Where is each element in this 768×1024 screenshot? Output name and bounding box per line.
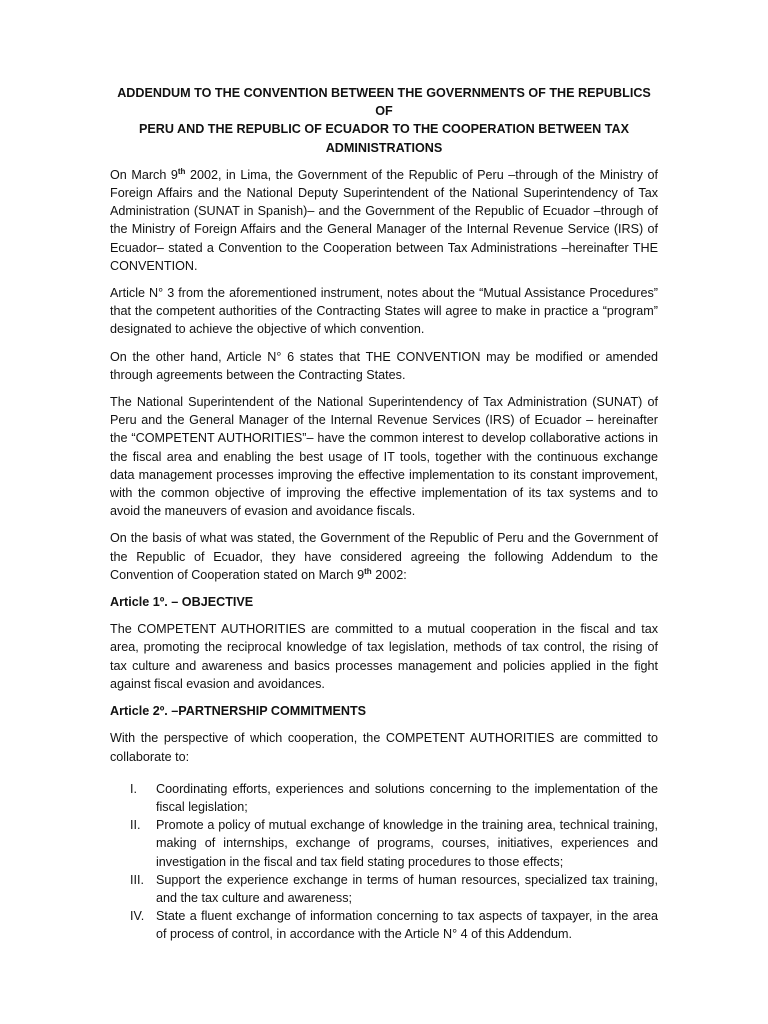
authorities-paragraph: The National Superintendent of the National Superintendency of Tax Administration (SUNAT) of Peru and the General Manager of the Internal Revenue Services (IRS) of Ecuador – hereinafter the “COMPETENT AUTHORITIES”– have the common interest to develop collaborative actions in the fiscal area and enabling the best usage of IT tools, together with the continuous exchange data management processes improving the effective implementation to its constant improvement, with the common objective of improving the effective implementation of its tax systems and to avoid the maneuvers of evasion and avoidance fiscals. xyxy=(110,395,658,519)
ordinal-suffix: th xyxy=(364,566,372,576)
list-item-text: Coordinating efforts, experiences and solutions concerning to the implementation of the fiscal legislation; xyxy=(156,781,658,814)
list-item xyxy=(110,780,658,816)
article1-heading: Article 1º. – OBJECTIVE xyxy=(110,595,254,610)
list-item xyxy=(110,907,658,943)
title-line: PERU AND THE REPUBLIC OF ECUADOR TO THE COOPERATION BETWEEN TAX xyxy=(138,122,629,137)
article2-intro: With the perspective of which cooperation, the COMPETENT AUTHORITIES are committed to collaborate to: xyxy=(110,731,658,764)
paragraph-text: On the basis of what was stated, the Government of the Republic of Peru and the Government of the Republic of Ecuador, they have considered agreeing the following Addendum to the Convention of Cooperation stated on March 9 xyxy=(110,531,658,582)
intro-paragraph xyxy=(110,166,658,275)
article6-paragraph: On the other hand, Article N° 6 states that THE CONVENTION may be modified or amended through agreements between the Contracting States. xyxy=(110,349,658,382)
title-line: ADMINISTRATIONS xyxy=(325,140,443,155)
list-item-number: I. xyxy=(130,781,137,796)
list-item xyxy=(110,871,658,907)
title-line: ADDENDUM TO THE CONVENTION BETWEEN THE GOVERNMENTS OF THE REPUBLICS OF xyxy=(117,86,651,119)
list-item-text: Support the experience exchange in terms of human resources, specialized tax training, and the tax culture and awareness; xyxy=(156,872,658,905)
commitments-list xyxy=(110,780,658,944)
paragraph-text: 2002, in Lima, the Government of the Republic of Peru –through of the Ministry of Foreign Affairs and the National Deputy Superintendent of the National Superintendency of Tax Administration (SUNAT in Spanish)– and the Government of the Republic of Ecuador –through of the Ministry of Foreign Affairs and the General Manager of the Internal Revenue Service (IRS) of Ecuador– stated a Convention to the Cooperation between Tax Administrations –hereinafter THE CONVENTION. xyxy=(110,167,658,273)
paragraph-text: 2002: xyxy=(371,567,407,582)
paragraph-text: On March 9 xyxy=(110,167,178,182)
list-item-text: State a fluent exchange of information concerning to tax aspects of taxpayer, in the area of process of control, in accordance with the Article N° 4 of this Addendum. xyxy=(156,909,658,942)
list-item xyxy=(110,816,658,871)
article2-heading: Article 2º. –PARTNERSHIP COMMITMENTS xyxy=(110,704,367,719)
article1-text: The COMPETENT AUTHORITIES are committed to a mutual cooperation in the fiscal and tax area, promoting the reciprocal knowledge of tax legislation, methods of tax control, the rising of tax culture and awareness and basics processes management and policies applied in the fight against fiscal evasion and avoidances. xyxy=(110,622,658,691)
article3-paragraph: Article N° 3 from the aforementioned instrument, notes about the “Mutual Assistance Procedures” that the competent authorities of the Contracting States will agree to make in practice a “program” designated to achieve the objective of which convention. xyxy=(110,286,658,337)
list-item-number: II. xyxy=(130,818,141,833)
list-item-number: IV. xyxy=(130,909,145,924)
agreement-paragraph xyxy=(110,529,658,584)
document-title xyxy=(110,84,658,157)
list-item-number: III. xyxy=(130,872,144,887)
ordinal-suffix: th xyxy=(177,166,186,176)
list-item-text: Promote a policy of mutual exchange of knowledge in the training area, technical training, making of internships, exchange of programs, courses, initiatives, experiences and investigation in the fiscal and tax field stating procedures to those effects; xyxy=(156,818,658,869)
